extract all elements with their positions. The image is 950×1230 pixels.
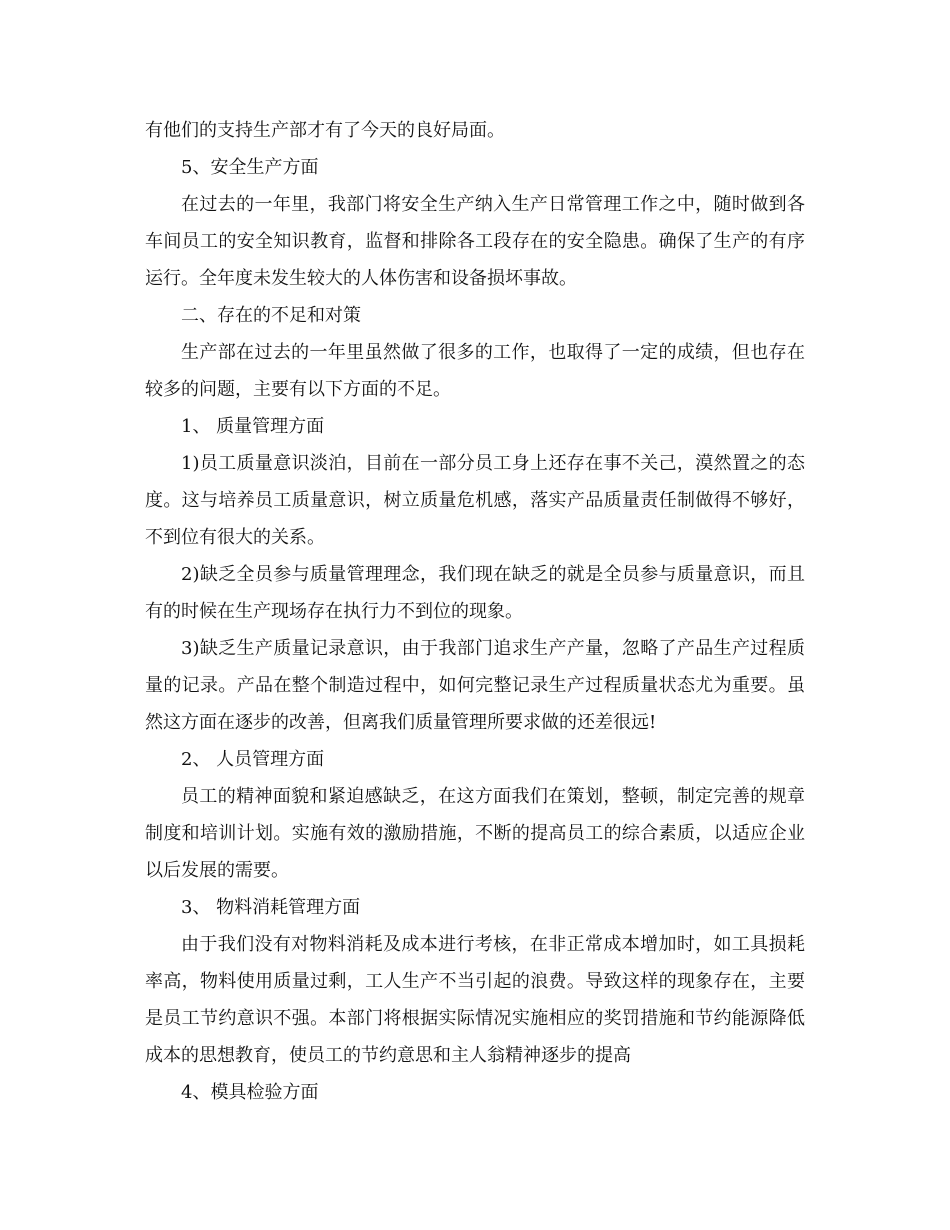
heading-personnel-management: 2、 人员管理方面 — [181, 749, 325, 770]
paragraph-material-consumption: 由于我们没有对物料消耗及成本进行考核，在非正常成本增加时，如工具损耗率高，物料使用质量过剩，工人生产不当引起的浪费。导致这样的现象存在，主要是员工节约意识不强。本部门将根据实际情况实施相应的奖罚措施和节约能源降低成本的思想教育，使员工的节约意思和主人翁精神逐步的提高 — [145, 934, 805, 1066]
paragraph-quality-item-2: 2)缺乏全员参与质量管理理念，我们现在缺乏的就是全员参与质量意识，而且有的时候在生产现场存在执行力不到位的现象。 — [145, 564, 805, 622]
paragraph-personnel-management: 员工的精神面貌和紧迫感缺乏，在这方面我们在策划，整顿，制定完善的规章制度和培训计划。实施有效的激励措施，不断的提高员工的综合素质，以适应企业以后发展的需要。 — [145, 786, 805, 881]
heading-material-consumption: 3、 物料消耗管理方面 — [181, 897, 361, 918]
paragraph-quality-item-1: 1)员工质量意识淡泊，目前在一部分员工身上还存在事不关己，漠然置之的态度。这与培养员工质量意识，树立质量危机感，落实产品质量责任制做得不够好，不到位有很大的关系。 — [145, 453, 805, 548]
heading-quality-management: 1、 质量管理方面 — [181, 416, 325, 437]
paragraph-continuation: 有他们的支持生产部才有了今天的良好局面。 — [145, 120, 505, 141]
heading-safety-production: 5、安全生产方面 — [181, 157, 319, 178]
heading-mold-inspection: 4、模具检验方面 — [181, 1082, 319, 1103]
document-page — [145, 112, 805, 1111]
paragraph-safety-production: 在过去的一年里，我部门将安全生产纳入生产日常管理工作之中，随时做到各车间员工的安全知识教育，监督和排除各工段存在的安全隐患。确保了生产的有序运行。全年度未发生较大的人体伤害和设备损坏事故。 — [145, 194, 805, 289]
paragraph-quality-item-3: 3)缺乏生产质量记录意识，由于我部门追求生产产量，忽略了产品生产过程质量的记录。产品在整个制造过程中，如何完整记录生产过程质量状态尤为重要。虽然这方面在逐步的改善，但离我们质量管理所要求做的还差很远! — [145, 638, 805, 733]
heading-shortcomings: 二、存在的不足和对策 — [181, 305, 361, 326]
paragraph-shortcomings-intro: 生产部在过去的一年里虽然做了很多的工作，也取得了一定的成绩，但也存在较多的问题，主要有以下方面的不足。 — [145, 342, 805, 400]
